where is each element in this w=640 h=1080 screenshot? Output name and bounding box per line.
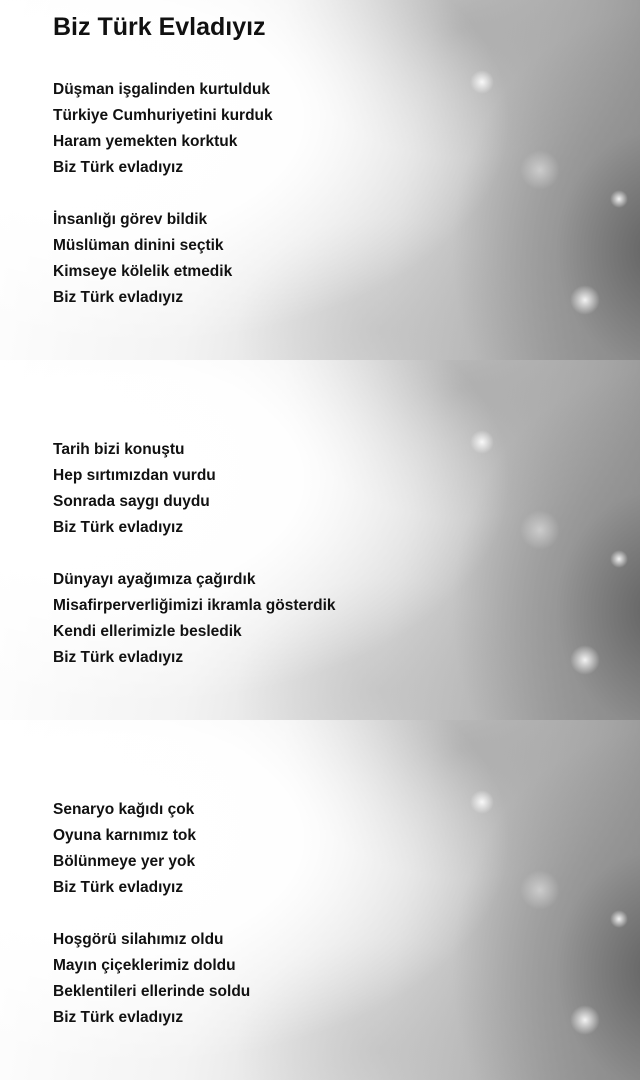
sparkle-decoration [470,790,494,814]
poem-line: Bölünmeye yer yok [53,853,196,870]
sparkle-decoration [570,285,600,315]
poem-line: Hep sırtımızdan vurdu [53,467,216,484]
poem-panel-3 [0,720,640,1080]
poem-line: Müslüman dinini seçtik [53,237,224,254]
stanza [53,797,250,901]
poem-panel-1 [0,0,640,360]
stanza [53,437,336,541]
sparkle-decoration [470,430,494,454]
poem-line: Türkiye Cumhuriyetini kurduk [53,107,273,124]
poem-line: Mayın çiçeklerimiz doldu [53,957,236,974]
poem-text [53,437,336,671]
poem-line: Kendi ellerimizle besledik [53,623,242,640]
sparkle-decoration [520,870,560,910]
poem-line: Biz Türk evladıyız [53,649,184,666]
poem-line: Senaryo kağıdı çok [53,801,195,818]
sparkle-decoration [610,910,628,928]
poem-line: Biz Türk evladıyız [53,159,184,176]
poem-panel-2 [0,360,640,720]
poem-line: Misafirperverliğimizi ikramla gösterdik [53,597,336,614]
poem-line: Biz Türk evladıyız [53,1009,184,1026]
poem-title: Biz Türk Evladıyız [53,13,266,41]
poem-text [53,77,273,311]
stanza [53,927,250,1031]
sparkle-decoration [570,645,600,675]
poem-line: Biz Türk evladıyız [53,289,184,306]
stanza [53,207,273,311]
poem-line: Haram yemekten korktuk [53,133,238,150]
stanza [53,567,336,671]
poem-line: Hoşgörü silahımız oldu [53,931,224,948]
sparkle-decoration [520,510,560,550]
stanza [53,77,273,181]
poem-line: Düşman işgalinden kurtulduk [53,81,271,98]
stanza-gap [53,181,273,207]
poem-line: Oyuna karnımız tok [53,827,196,844]
poem-line: İnsanlığı görev bildik [53,211,208,228]
sparkle-decoration [610,550,628,568]
sparkle-decoration [470,70,494,94]
poem-line: Tarih bizi konuştu [53,441,185,458]
poem-line: Sonrada saygı duydu [53,493,210,510]
poem-line: Biz Türk evladıyız [53,519,184,536]
stanza-gap [53,901,250,927]
poem-line: Kimseye kölelik etmedik [53,263,233,280]
stanza-gap [53,541,336,567]
poem-line: Beklentileri ellerinde soldu [53,983,251,1000]
sparkle-decoration [610,190,628,208]
poem-line: Biz Türk evladıyız [53,879,184,896]
sparkle-decoration [520,150,560,190]
poem-line: Dünyayı ayağımıza çağırdık [53,571,256,588]
sparkle-decoration [570,1005,600,1035]
poem-text [53,797,250,1031]
